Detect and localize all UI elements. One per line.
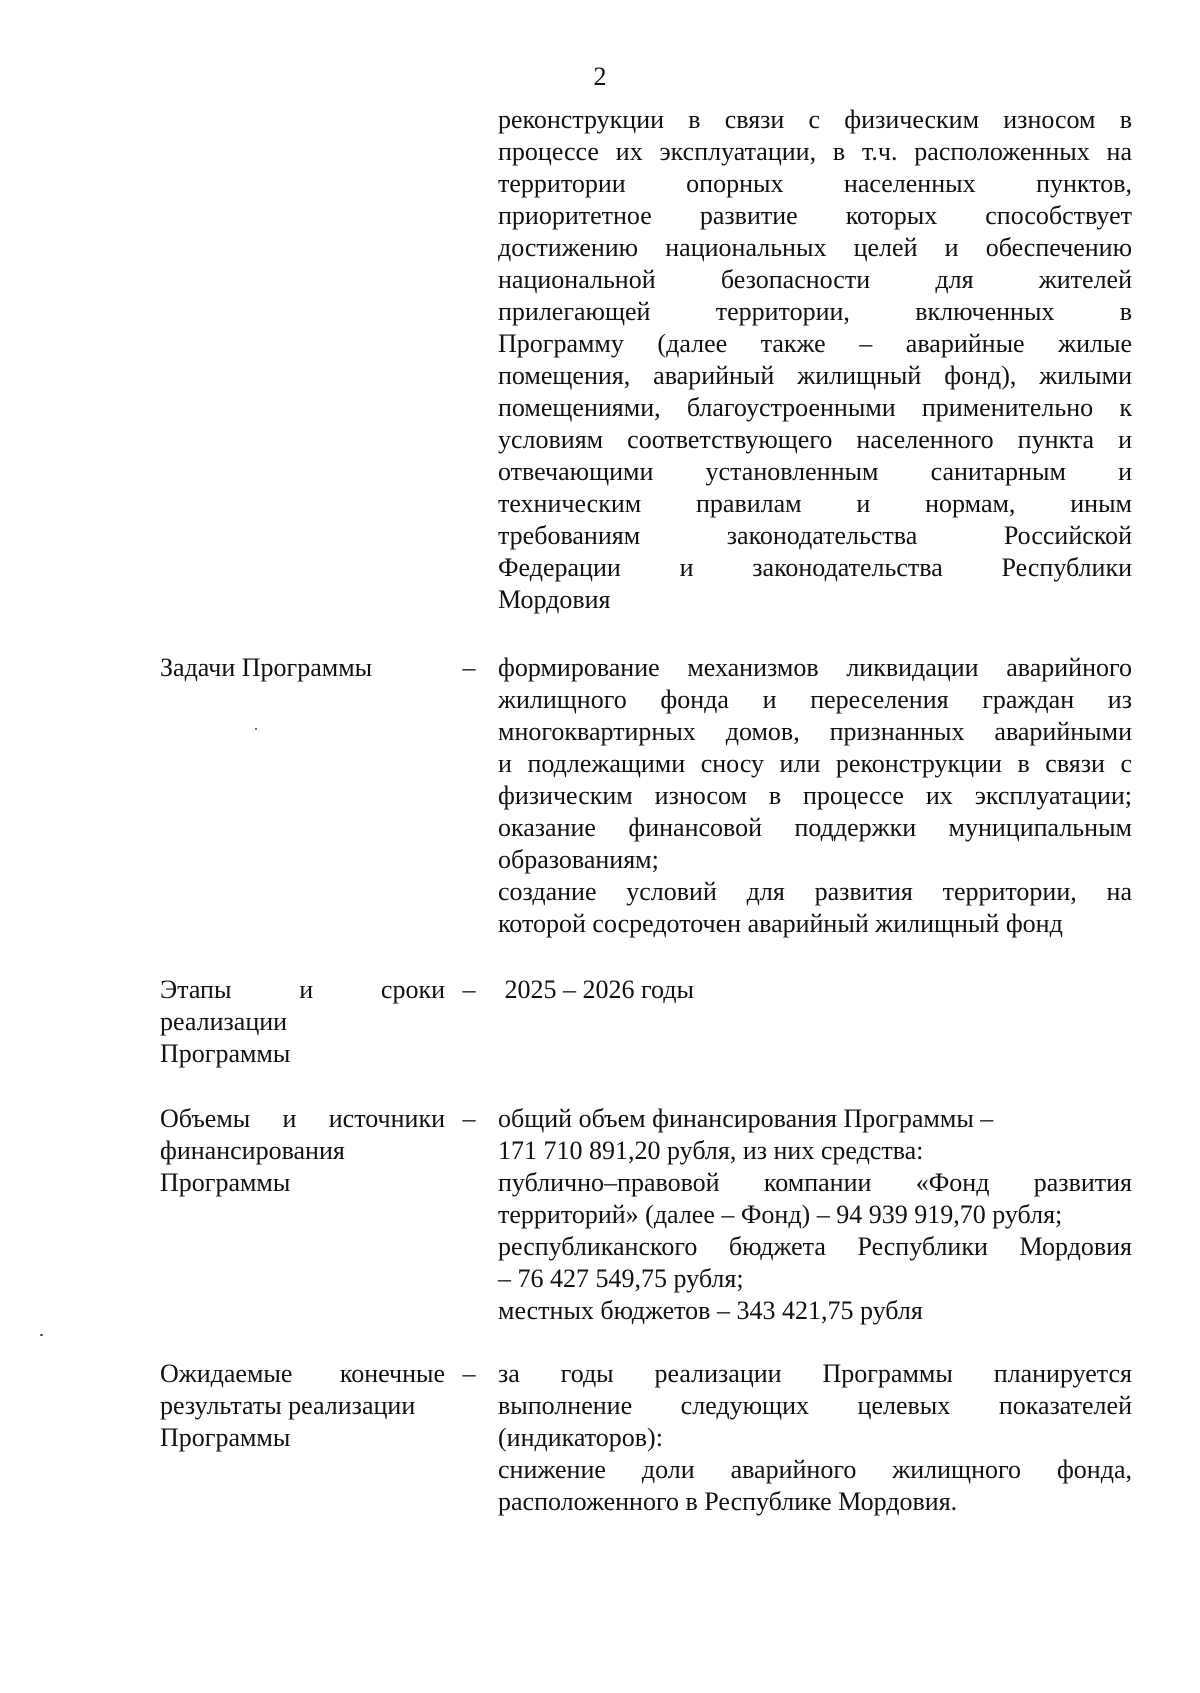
text-line: требованиям законодательства Российской <box>498 521 1132 550</box>
row-label <box>160 1103 445 1199</box>
row-dash: – <box>462 653 476 682</box>
text-line: многоквартирных домов, признанных аварийными <box>498 717 1132 746</box>
label-line: Программы <box>160 1423 291 1452</box>
scan-speck <box>40 1334 43 1336</box>
row-dash: – <box>462 1104 476 1133</box>
text-line: Программу (далее также – аварийные жилые <box>498 329 1132 358</box>
text-line: снижение доли аварийного жилищного фонда, <box>498 1455 1132 1484</box>
text-line: местных бюджетов – 343 421,75 рубля <box>498 1296 923 1325</box>
text-line: помещения, аварийный жилищный фонд), жилыми <box>498 361 1132 390</box>
text-line: помещениями, благоустроенными применительно к <box>498 393 1132 422</box>
label-line: Программы <box>160 1039 291 1068</box>
page-number: 2 <box>593 62 607 91</box>
text-line: образованиям; <box>498 845 659 874</box>
label-line: Этапы и сроки <box>160 975 445 1004</box>
text-line: общий объем финансирования Программы – <box>498 1104 994 1133</box>
label-line: Задачи Программы <box>160 653 373 682</box>
text-line: жилищного фонда и переселения граждан из <box>498 685 1132 714</box>
text-line: 171 710 891,20 рубля, из них средства: <box>498 1136 924 1165</box>
row-value <box>498 652 1132 940</box>
text-line: публично–правовой компании «Фонд развития <box>498 1168 1132 1197</box>
text-line: приоритетное развитие которых способствует <box>498 201 1132 230</box>
text-line: оказание финансовой поддержки муниципальным <box>498 813 1132 842</box>
row-dash: – <box>462 1359 476 1388</box>
scan-speck <box>255 728 257 730</box>
text-line: – 76 427 549,75 рубля; <box>498 1264 744 1293</box>
text-line: прилегающей территории, включенных в <box>498 297 1132 326</box>
text-line: отвечающими установленным санитарным и <box>498 457 1132 486</box>
row-label <box>160 1358 445 1454</box>
label-line: финансирования <box>160 1136 345 1165</box>
text-line: Федерации и законодательства Республики <box>498 553 1132 582</box>
row-label <box>160 652 445 684</box>
label-line: Объемы и источники <box>160 1104 445 1133</box>
text-line: за годы реализации Программы планируется <box>498 1359 1132 1388</box>
text-line: создание условий для развития территории, на <box>498 877 1132 906</box>
text-line: Мордовия <box>498 585 611 614</box>
text-line: выполнение следующих целевых показателей <box>498 1391 1132 1420</box>
text-line: территории опорных населенных пунктов, <box>498 169 1132 198</box>
text-line: техническим правилам и нормам, иным <box>498 489 1132 518</box>
text-line: достижению национальных целей и обеспечению <box>498 233 1132 262</box>
text-line: и подлежащими сносу или реконструкции в связи с <box>498 749 1132 778</box>
row-value <box>498 1358 1132 1518</box>
text-line: расположенного в Республике Мордовия. <box>498 1487 958 1516</box>
label-line: реализации <box>160 1007 288 1036</box>
row-dash: – <box>462 975 476 1004</box>
label-line: Ожидаемые конечные <box>160 1359 445 1388</box>
text-line: формирование механизмов ликвидации аварийного <box>498 653 1132 682</box>
text-line: территорий» (далее – Фонд) – 94 939 919,70 рубля; <box>498 1200 1063 1229</box>
text-line: республиканского бюджета Республики Мордовия <box>498 1232 1132 1261</box>
text-line: условиям соответствующего населенного пункта и <box>498 425 1132 454</box>
text-line: 2025 – 2026 годы <box>498 975 694 1004</box>
label-line: результаты реализации <box>160 1391 416 1420</box>
row-value <box>498 1103 1132 1327</box>
row-label <box>160 974 445 1070</box>
text-line: реконструкции в связи с физическим износом в <box>498 105 1132 134</box>
row-value <box>498 974 1132 1006</box>
label-line: Программы <box>160 1168 291 1197</box>
text-line: процессе их эксплуатации, в т.ч. расположенных на <box>498 137 1132 166</box>
text-line: (индикаторов): <box>498 1423 663 1452</box>
text-line: которой сосредоточен аварийный жилищный фонд <box>498 909 1063 938</box>
text-line: физическим износом в процессе их эксплуатации; <box>498 781 1132 810</box>
text-line: национальной безопасности для жителей <box>498 265 1132 294</box>
intro-text <box>498 104 1132 616</box>
